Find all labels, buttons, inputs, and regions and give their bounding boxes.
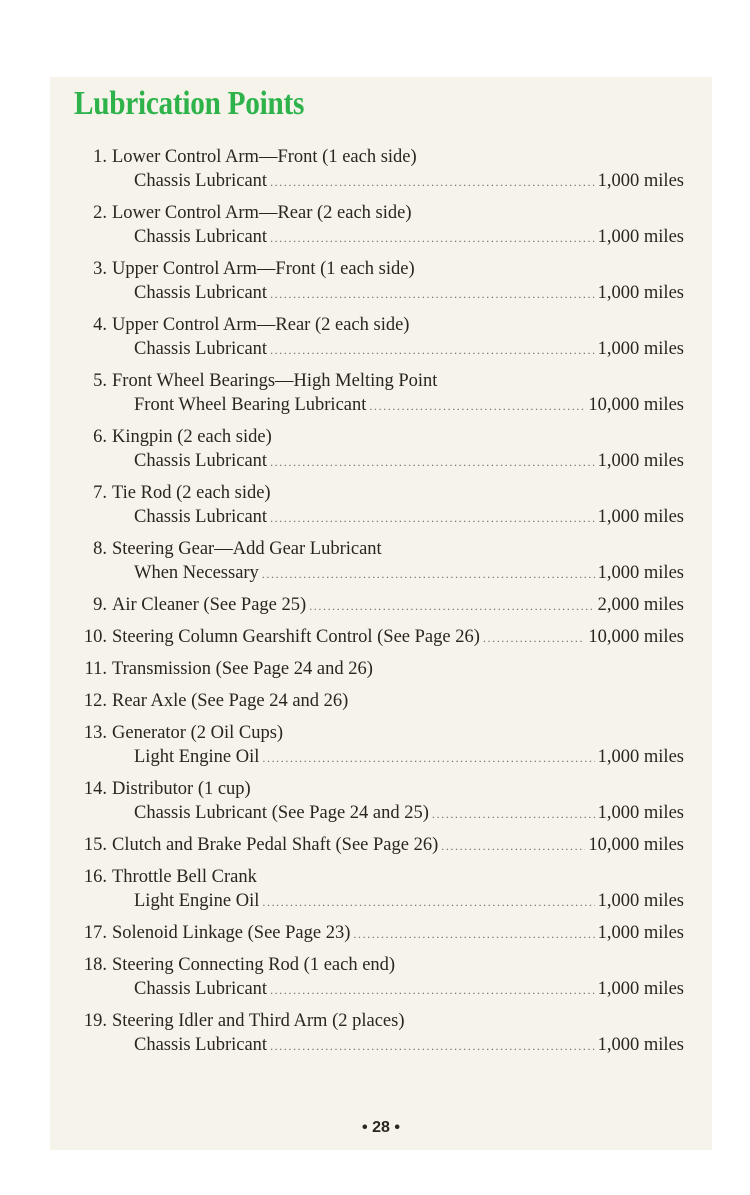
item-interval: 1,000 miles [597, 227, 684, 247]
item-number: 5. [93, 371, 107, 391]
page-number: • 28 • [362, 1119, 400, 1136]
dot-leader [309, 594, 594, 618]
item-number: 13. [83, 723, 107, 743]
item-lubricant: Chassis Lubricant [134, 979, 268, 999]
item-number: 15. [83, 835, 107, 855]
item-heading: Transmission (See Page 24 and 26) [112, 659, 373, 679]
lubrication-item [50, 313, 712, 361]
item-interval: 1,000 miles [597, 923, 684, 943]
item-number: 7. [93, 483, 107, 503]
item-lubricant: Chassis Lubricant [134, 339, 268, 359]
lubrication-item [50, 921, 712, 945]
lubrication-item [50, 537, 712, 585]
item-interval: 1,000 miles [597, 747, 684, 767]
lubrication-item [50, 481, 712, 529]
item-heading: Clutch and Brake Pedal Shaft (See Page 26) [112, 835, 439, 855]
item-heading: Rear Axle (See Page 24 and 26) [112, 691, 349, 711]
dot-leader [483, 626, 586, 650]
item-lubricant: Chassis Lubricant [134, 283, 268, 303]
item-interval: 10,000 miles [588, 395, 684, 415]
manual-page [50, 77, 712, 1150]
item-heading: Front Wheel Bearings—High Melting Point [112, 371, 438, 391]
page-title: Lubrication Points [74, 85, 305, 122]
item-heading: Upper Control Arm—Front (1 each side) [112, 259, 415, 279]
dot-leader [262, 746, 594, 770]
item-heading: Lower Control Arm—Front (1 each side) [112, 147, 417, 167]
item-lubricant: Chassis Lubricant [134, 507, 268, 527]
item-lubricant: Front Wheel Bearing Lubricant [134, 395, 367, 415]
item-lubricant: Chassis Lubricant [134, 451, 268, 471]
item-interval: 2,000 miles [597, 595, 684, 615]
item-heading: Steering Column Gearshift Control (See Page 26) [112, 627, 480, 647]
item-interval: 10,000 miles [588, 835, 684, 855]
lubrication-item [50, 593, 712, 617]
lubrication-item [50, 369, 712, 417]
item-heading: Kingpin (2 each side) [112, 427, 272, 447]
item-heading: Upper Control Arm—Rear (2 each side) [112, 315, 410, 335]
item-number: 8. [93, 539, 107, 559]
dot-leader [432, 802, 595, 826]
item-interval: 1,000 miles [597, 171, 684, 191]
dot-leader [270, 450, 595, 474]
dot-leader [369, 394, 585, 418]
dot-leader [270, 282, 595, 306]
item-lubricant: Chassis Lubricant (See Page 24 and 25) [134, 803, 429, 823]
dot-leader [270, 1034, 595, 1058]
lubrication-item [50, 953, 712, 1001]
item-interval: 1,000 miles [597, 979, 684, 999]
dot-leader [262, 890, 594, 914]
item-interval: 1,000 miles [597, 563, 684, 583]
item-number: 17. [83, 923, 107, 943]
item-number: 16. [83, 867, 107, 887]
item-heading: Generator (2 Oil Cups) [112, 723, 284, 743]
item-number: 18. [83, 955, 107, 975]
item-lubricant: Chassis Lubricant [134, 171, 268, 191]
item-number: 14. [83, 779, 107, 799]
dot-leader [270, 978, 595, 1002]
dot-leader [270, 226, 595, 250]
item-number: 6. [93, 427, 107, 447]
lubrication-list [50, 145, 712, 1057]
dot-leader [441, 834, 585, 858]
lubrication-item [50, 1009, 712, 1057]
item-interval: 1,000 miles [597, 803, 684, 823]
dot-leader [270, 506, 595, 530]
item-heading: Solenoid Linkage (See Page 23) [112, 923, 351, 943]
item-number: 10. [83, 627, 107, 647]
item-heading: Steering Connecting Rod (1 each end) [112, 955, 396, 975]
lubrication-item [50, 625, 712, 649]
item-heading: Tie Rod (2 each side) [112, 483, 271, 503]
item-lubricant: When Necessary [134, 563, 259, 583]
lubrication-item [50, 721, 712, 769]
item-lubricant: Chassis Lubricant [134, 1035, 268, 1055]
lubrication-item [50, 865, 712, 913]
item-number: 19. [83, 1011, 107, 1031]
item-interval: 1,000 miles [597, 283, 684, 303]
item-lubricant: Chassis Lubricant [134, 227, 268, 247]
lubrication-item [50, 689, 712, 713]
dot-leader [270, 170, 595, 194]
item-interval: 1,000 miles [597, 451, 684, 471]
dot-leader [353, 922, 594, 946]
item-interval: 1,000 miles [597, 339, 684, 359]
item-lubricant: Light Engine Oil [134, 747, 260, 767]
item-interval: 1,000 miles [597, 1035, 684, 1055]
item-interval: 1,000 miles [597, 891, 684, 911]
item-heading: Steering Gear—Add Gear Lubricant [112, 539, 382, 559]
item-number: 11. [84, 659, 107, 679]
item-number: 12. [83, 691, 107, 711]
item-number: 2. [93, 203, 107, 223]
item-number: 4. [93, 315, 107, 335]
item-interval: 1,000 miles [597, 507, 684, 527]
item-heading: Distributor (1 cup) [112, 779, 251, 799]
dot-leader [270, 338, 595, 362]
dot-leader [262, 562, 595, 586]
item-number: 9. [93, 595, 107, 615]
lubrication-item [50, 145, 712, 193]
item-heading: Lower Control Arm—Rear (2 each side) [112, 203, 412, 223]
lubrication-item [50, 833, 712, 857]
lubrication-item [50, 257, 712, 305]
item-heading: Air Cleaner (See Page 25) [112, 595, 307, 615]
lubrication-item [50, 201, 712, 249]
item-number: 3. [93, 259, 107, 279]
item-interval: 10,000 miles [588, 627, 684, 647]
item-lubricant: Light Engine Oil [134, 891, 260, 911]
lubrication-item [50, 777, 712, 825]
item-number: 1. [93, 147, 107, 167]
lubrication-item [50, 425, 712, 473]
item-heading: Steering Idler and Third Arm (2 places) [112, 1011, 405, 1031]
lubrication-item [50, 657, 712, 681]
item-heading: Throttle Bell Crank [112, 867, 257, 887]
